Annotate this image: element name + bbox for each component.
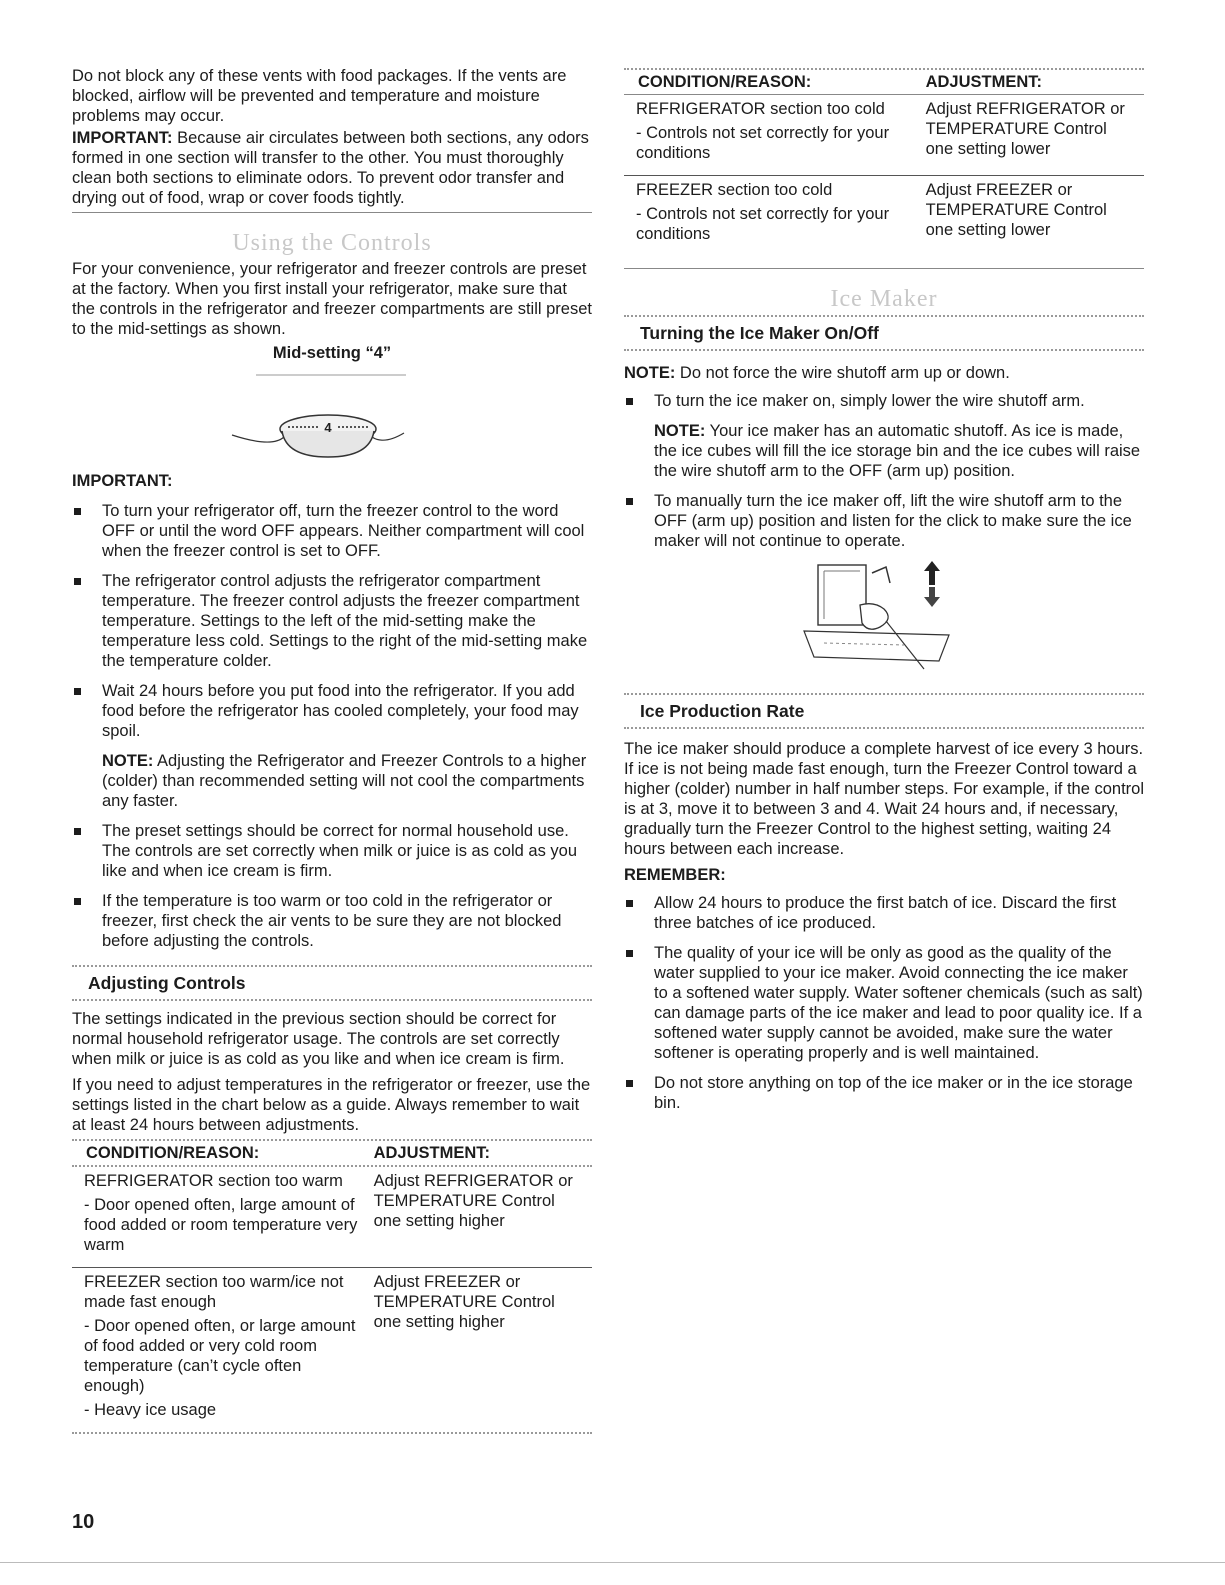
bullet-icon — [626, 950, 633, 957]
adjustment-cell: Adjust REFRIGERATOR or TEMPERATURE Control one setting lower — [925, 100, 1125, 158]
important-label: IMPORTANT: — [72, 129, 173, 147]
important-paragraph — [72, 128, 592, 208]
page-number: 10 — [72, 1511, 95, 1533]
bullet-icon — [626, 1080, 633, 1087]
right-column — [624, 68, 1144, 1123]
dial-number: 4 — [324, 420, 332, 435]
bottom-divider — [0, 1562, 1225, 1563]
vent-warning-paragraph: Do not block any of these vents with food packages. If the vents are blocked, airflow will be prevented and temperature and moisture problems may occur. — [72, 67, 567, 125]
note-paragraph: NOTE: Your ice maker has an automatic shutoff. As ice is made, the ice cubes will fill the ice storage bin and the ice cubes will raise the wire shutoff arm to the OFF (arm up) position. — [654, 422, 1141, 480]
condition-cell: REFRIGERATOR section too cold - Controls not set correctly for your conditions — [636, 100, 890, 162]
remember-heading: REMEMBER: — [624, 866, 726, 884]
preset-bullet-list — [72, 821, 592, 951]
bullet-icon — [626, 498, 633, 505]
list-item: If the temperature is too warm or too cold in the refrigerator or freezer, first check the air vents to be sure they are not blocked before adjusting the controls. — [72, 891, 592, 951]
important-text: Because air circulates between both sections, any odors formed in one section will transfer to the other. You must thoroughly clean both sections to eliminate odors. To prevent odor transfer and drying out of food, wrap or cover foods tightly. — [72, 129, 589, 207]
ice-maker-arm-icon — [624, 561, 1144, 673]
divider — [72, 212, 592, 213]
adjusting-controls-heading: Adjusting Controls — [88, 973, 246, 993]
adjustment-cell: Adjust FREEZER or TEMPERATURE Control one setting higher — [374, 1268, 592, 1433]
header-condition: CONDITION/REASON: — [638, 73, 812, 91]
condition-cell: FREEZER section too cold - Controls not set correctly for your conditions — [624, 176, 926, 269]
section-title-using-controls: Using the Controls — [232, 230, 432, 256]
table-row — [72, 1268, 592, 1433]
important-heading: IMPORTANT: — [72, 472, 173, 490]
adjusting-paragraph-2: If you need to adjust temperatures in the refrigerator or freezer, use the settings listed in the chart below as a guide. Always remember to wait at least 24 hours between adjustments. — [72, 1076, 591, 1134]
list-item: The preset settings should be correct for normal household use. The controls are set correctly when milk or juice is as cold as you like and when ice cream is firm. — [72, 821, 592, 881]
adjustment-cell: Adjust FREEZER or TEMPERATURE Control one setting lower — [926, 176, 1144, 269]
list-item: To manually turn the ice maker off, lift the wire shutoff arm to the OFF (arm up) position and listen for the click to make sure the ice maker will not continue to operate. — [624, 491, 1144, 551]
bullet-icon — [74, 828, 81, 835]
dotted-divider — [72, 999, 592, 1001]
rate-paragraph: The ice maker should produce a complete harvest of ice every 3 hours. If ice is not being made fast enough, turn the Freezer Control toward a higher (colder) number in half number steps. For example, if the control is at 3, move it to between 3 and 4. Wait 24 hours and, if necessary, gradually turn the Freezer Control to the highest setting, waiting 24 hours between each increase. — [624, 740, 1144, 858]
table-row — [624, 95, 1144, 176]
bullet-icon — [74, 578, 81, 585]
note-label: NOTE: — [102, 752, 154, 770]
condition-cell: FREEZER section too warm/ice not made fast enough - Door opened often, or large amount of food added or very cold room temperature (can’t cycle often enough) - Heavy ice usage — [72, 1268, 374, 1433]
list-item: The quality of your ice will be only as good as the quality of the water supplied to your ice maker. Avoid connecting the ice maker to a softened water supply. Water softener chemicals (such as salt) can damage parts of the ice maker and lead to poor quality ice. If a softened water supply cannot be avoided, make sure the water softener is operating properly and is well maintained. — [624, 943, 1144, 1063]
header-adjustment: ADJUSTMENT: — [925, 73, 1043, 91]
ice-maker-onoff-heading: Turning the Ice Maker On/Off — [640, 323, 879, 343]
controls-intro-paragraph: For your convenience, your refrigerator and freezer controls are preset at the factory. When you first install your refrigerator, make sure that the controls in the refrigerator and freezer compartments are still preset to the mid-settings as shown. — [72, 260, 592, 338]
ice-production-rate-heading: Ice Production Rate — [640, 701, 805, 721]
important-bullet-list — [72, 501, 592, 741]
adjustment-table-warm — [72, 1141, 592, 1432]
dotted-divider — [72, 1432, 592, 1434]
dotted-divider — [624, 349, 1144, 351]
list-item: To turn your refrigerator off, turn the freezer control to the word OFF or until the word OFF appears. Neither compartment will cool when the freezer control is set to OFF. — [72, 501, 592, 561]
adjustment-cell: Adjust REFRIGERATOR or TEMPERATURE Control one setting higher — [373, 1172, 573, 1230]
onoff-bullet-list — [624, 391, 1144, 411]
header-adjustment: ADJUSTMENT: — [373, 1144, 491, 1162]
bullet-icon — [626, 900, 633, 907]
list-item: To turn the ice maker on, simply lower the wire shutoff arm. — [624, 391, 1144, 411]
dotted-divider — [624, 727, 1144, 729]
onoff-bullet-list-2 — [624, 491, 1144, 551]
list-item: Wait 24 hours before you put food into the refrigerator. If you add food before the refrigerator has cooled completely, your food may spoil. — [72, 681, 592, 741]
table-row — [624, 176, 1144, 269]
adjusting-paragraph-1: The settings indicated in the previous section should be correct for normal household refrigerator usage. The controls are set correctly when milk or juice is as cold as you like and when ice cream is firm. — [72, 1010, 565, 1068]
left-column — [72, 66, 592, 1434]
table-row — [72, 1167, 592, 1268]
bullet-icon — [74, 508, 81, 515]
condition-cell: REFRIGERATOR section too warm - Door opened often, large amount of food added or room temperature very warm — [84, 1172, 358, 1254]
control-dial-illustration — [72, 373, 592, 465]
bullet-icon — [74, 898, 81, 905]
list-item: The refrigerator control adjusts the refrigerator compartment temperature. The freezer control adjusts the freezer compartment temperature. Settings to the left of the mid-setting make the temperature less cold. Settings to the right of the mid-setting make the temperature colder. — [72, 571, 592, 671]
note-paragraph — [72, 751, 592, 811]
note-label: NOTE: — [654, 422, 706, 440]
note-paragraph: NOTE: Do not force the wire shutoff arm up or down. — [624, 364, 1010, 382]
divider — [624, 268, 1144, 269]
mid-setting-caption: Mid-setting “4” — [272, 344, 392, 362]
remember-bullet-list — [624, 893, 1144, 1113]
note-text: Adjusting the Refrigerator and Freezer Controls to a higher (colder) than recommended setting will not cool the compartments any faster. — [102, 752, 587, 810]
table-header-row — [72, 1141, 592, 1165]
bullet-icon — [626, 398, 633, 405]
note-label: NOTE: — [624, 364, 676, 382]
header-condition: CONDITION/REASON: — [86, 1144, 260, 1162]
section-title-ice-maker: Ice Maker — [830, 286, 938, 312]
list-item: Do not store anything on top of the ice maker or in the ice storage bin. — [624, 1073, 1144, 1113]
bullet-icon — [74, 688, 81, 695]
adjustment-table-cold — [624, 70, 1144, 268]
list-item: Allow 24 hours to produce the first batch of ice. Discard the first three batches of ice produced. — [624, 893, 1144, 933]
control-dial-icon — [72, 373, 592, 465]
ice-maker-illustration — [624, 561, 1144, 673]
table-header-row — [624, 70, 1144, 94]
